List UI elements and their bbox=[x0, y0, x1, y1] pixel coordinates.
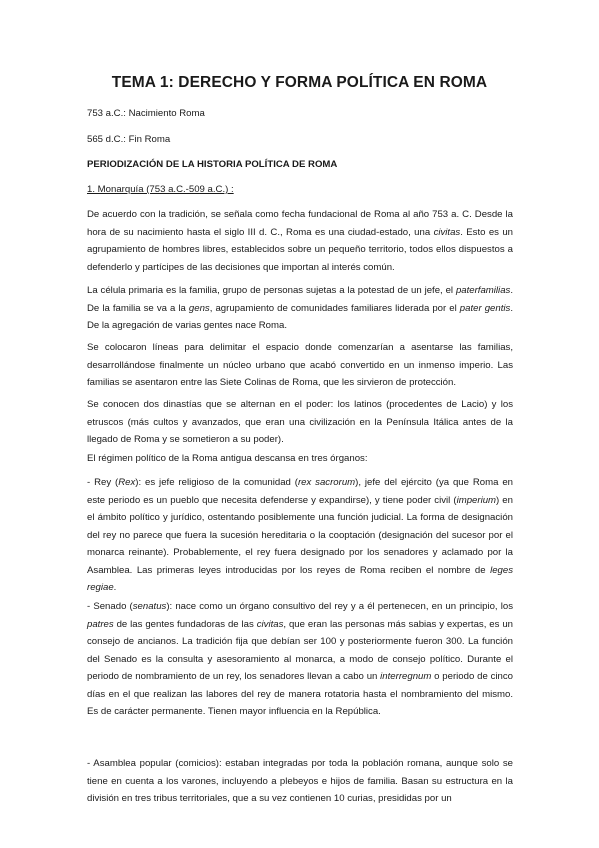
paragraph-rex: - Rey (Rex): es jefe religioso de la comunidad (rex sacrorum), jefe del ejército (ya que Roma en este periodo es un pueblo que necesita defenderse y expandirse), y tiene poder civil (imperium) en el ámbito político y jurídico, ostentando posiblemente una función judicial. La forma de designación del rey no parece que fuera la sucesión hereditaria o la cooptación (designación del sucesor por el monarca reinante). Probablemente, el rey fuera designado por los senadores y aclamado por la Asamblea. Las primeras leyes introducidas por los reyes de Roma reciben el nombre de leges regiae. bbox=[87, 477, 514, 593]
paragraph-2: La célula primaria es la familia, grupo de personas sujetas a la potestad de un jefe, el paterfamilias. De la familia se va a la gens, agrupamiento de comunidades familiares liderada por el pater gentis. De la agregación de varias gentes nace Roma. bbox=[87, 285, 513, 331]
paragraph-1: De acuerdo con la tradición, se señala como fecha fundacional de Roma al año 753 a. C. Desde la hora de su nacimiento hasta el siglo III d. C., Roma es una ciudad-estado, una civitas. Esto es un agrupamiento de hombres libres, establecidos sobre un pequeño territorio, todos ellos dispuestos a defenderlo y partícipes de las decisiones que importan al interés común. bbox=[87, 209, 513, 273]
section-heading: PERIODIZACIÓN DE LA HISTORIA POLÍTICA DE ROMA bbox=[87, 159, 338, 170]
date-start: 753 a.C.: Nacimiento Roma bbox=[87, 108, 205, 119]
document-title: TEMA 1: DERECHO Y FORMA POLÍTICA EN ROMA bbox=[111, 74, 488, 91]
paragraph-5: El régimen político de la Roma antigua descansa en tres órganos: bbox=[87, 453, 368, 464]
paragraph-asamblea: - Asamblea popular (comicios): estaban integradas por toda la población romana, aunque solo se tiene en cuenta a los varones, incluyendo a plebeyos e hijos de familia. Basan su estructura en la división en tres tribus territoriales, que a su vez contienen 10 curias, presididas por un bbox=[87, 758, 513, 804]
paragraph-senado: - Senado (senatus): nace como un órgano consultivo del rey y a él pertenecen, en un principio, los patres de las gentes fundadoras de las civitas, que eran las personas más sabias y expertas, es un consejo de ancianos. La tradición fija que debían ser 100 y posteriormente fueron 300. La función del Senado es la consulta y asesoramiento al monarca, a modo de consejo político. Durante el periodo de nombramiento de un rey, los senadores llevan a cabo un interregnum o periodo de cinco días en el que realizan las labores del rey de manera rotatoria hasta el nombramiento del mismo. Es de carácter permanente. Tienen mayor influencia en la República. bbox=[87, 601, 513, 717]
paragraph-4: Se conocen dos dinastías que se alternan en el poder: los latinos (procedentes de Lacio) y los etruscos (más cultos y avanzados, que eran una civilización en la Península Itálica antes de la llegado de Roma y se sometieron a su poder). bbox=[87, 399, 513, 445]
paragraph-3: Se colocaron líneas para delimitar el espacio donde comenzarían a asentarse las familias, desarrollándose finalmente un núcleo urbano que acabó convertido en un inmenso imperio. Las familias se asentaron entre las Siete Colinas de Roma, que les sirvieron de protección. bbox=[87, 342, 513, 388]
date-end: 565 d.C.: Fin Roma bbox=[87, 134, 171, 145]
subsection-heading: 1. Monarquía (753 a.C.-509 a.C.) : bbox=[87, 184, 234, 195]
